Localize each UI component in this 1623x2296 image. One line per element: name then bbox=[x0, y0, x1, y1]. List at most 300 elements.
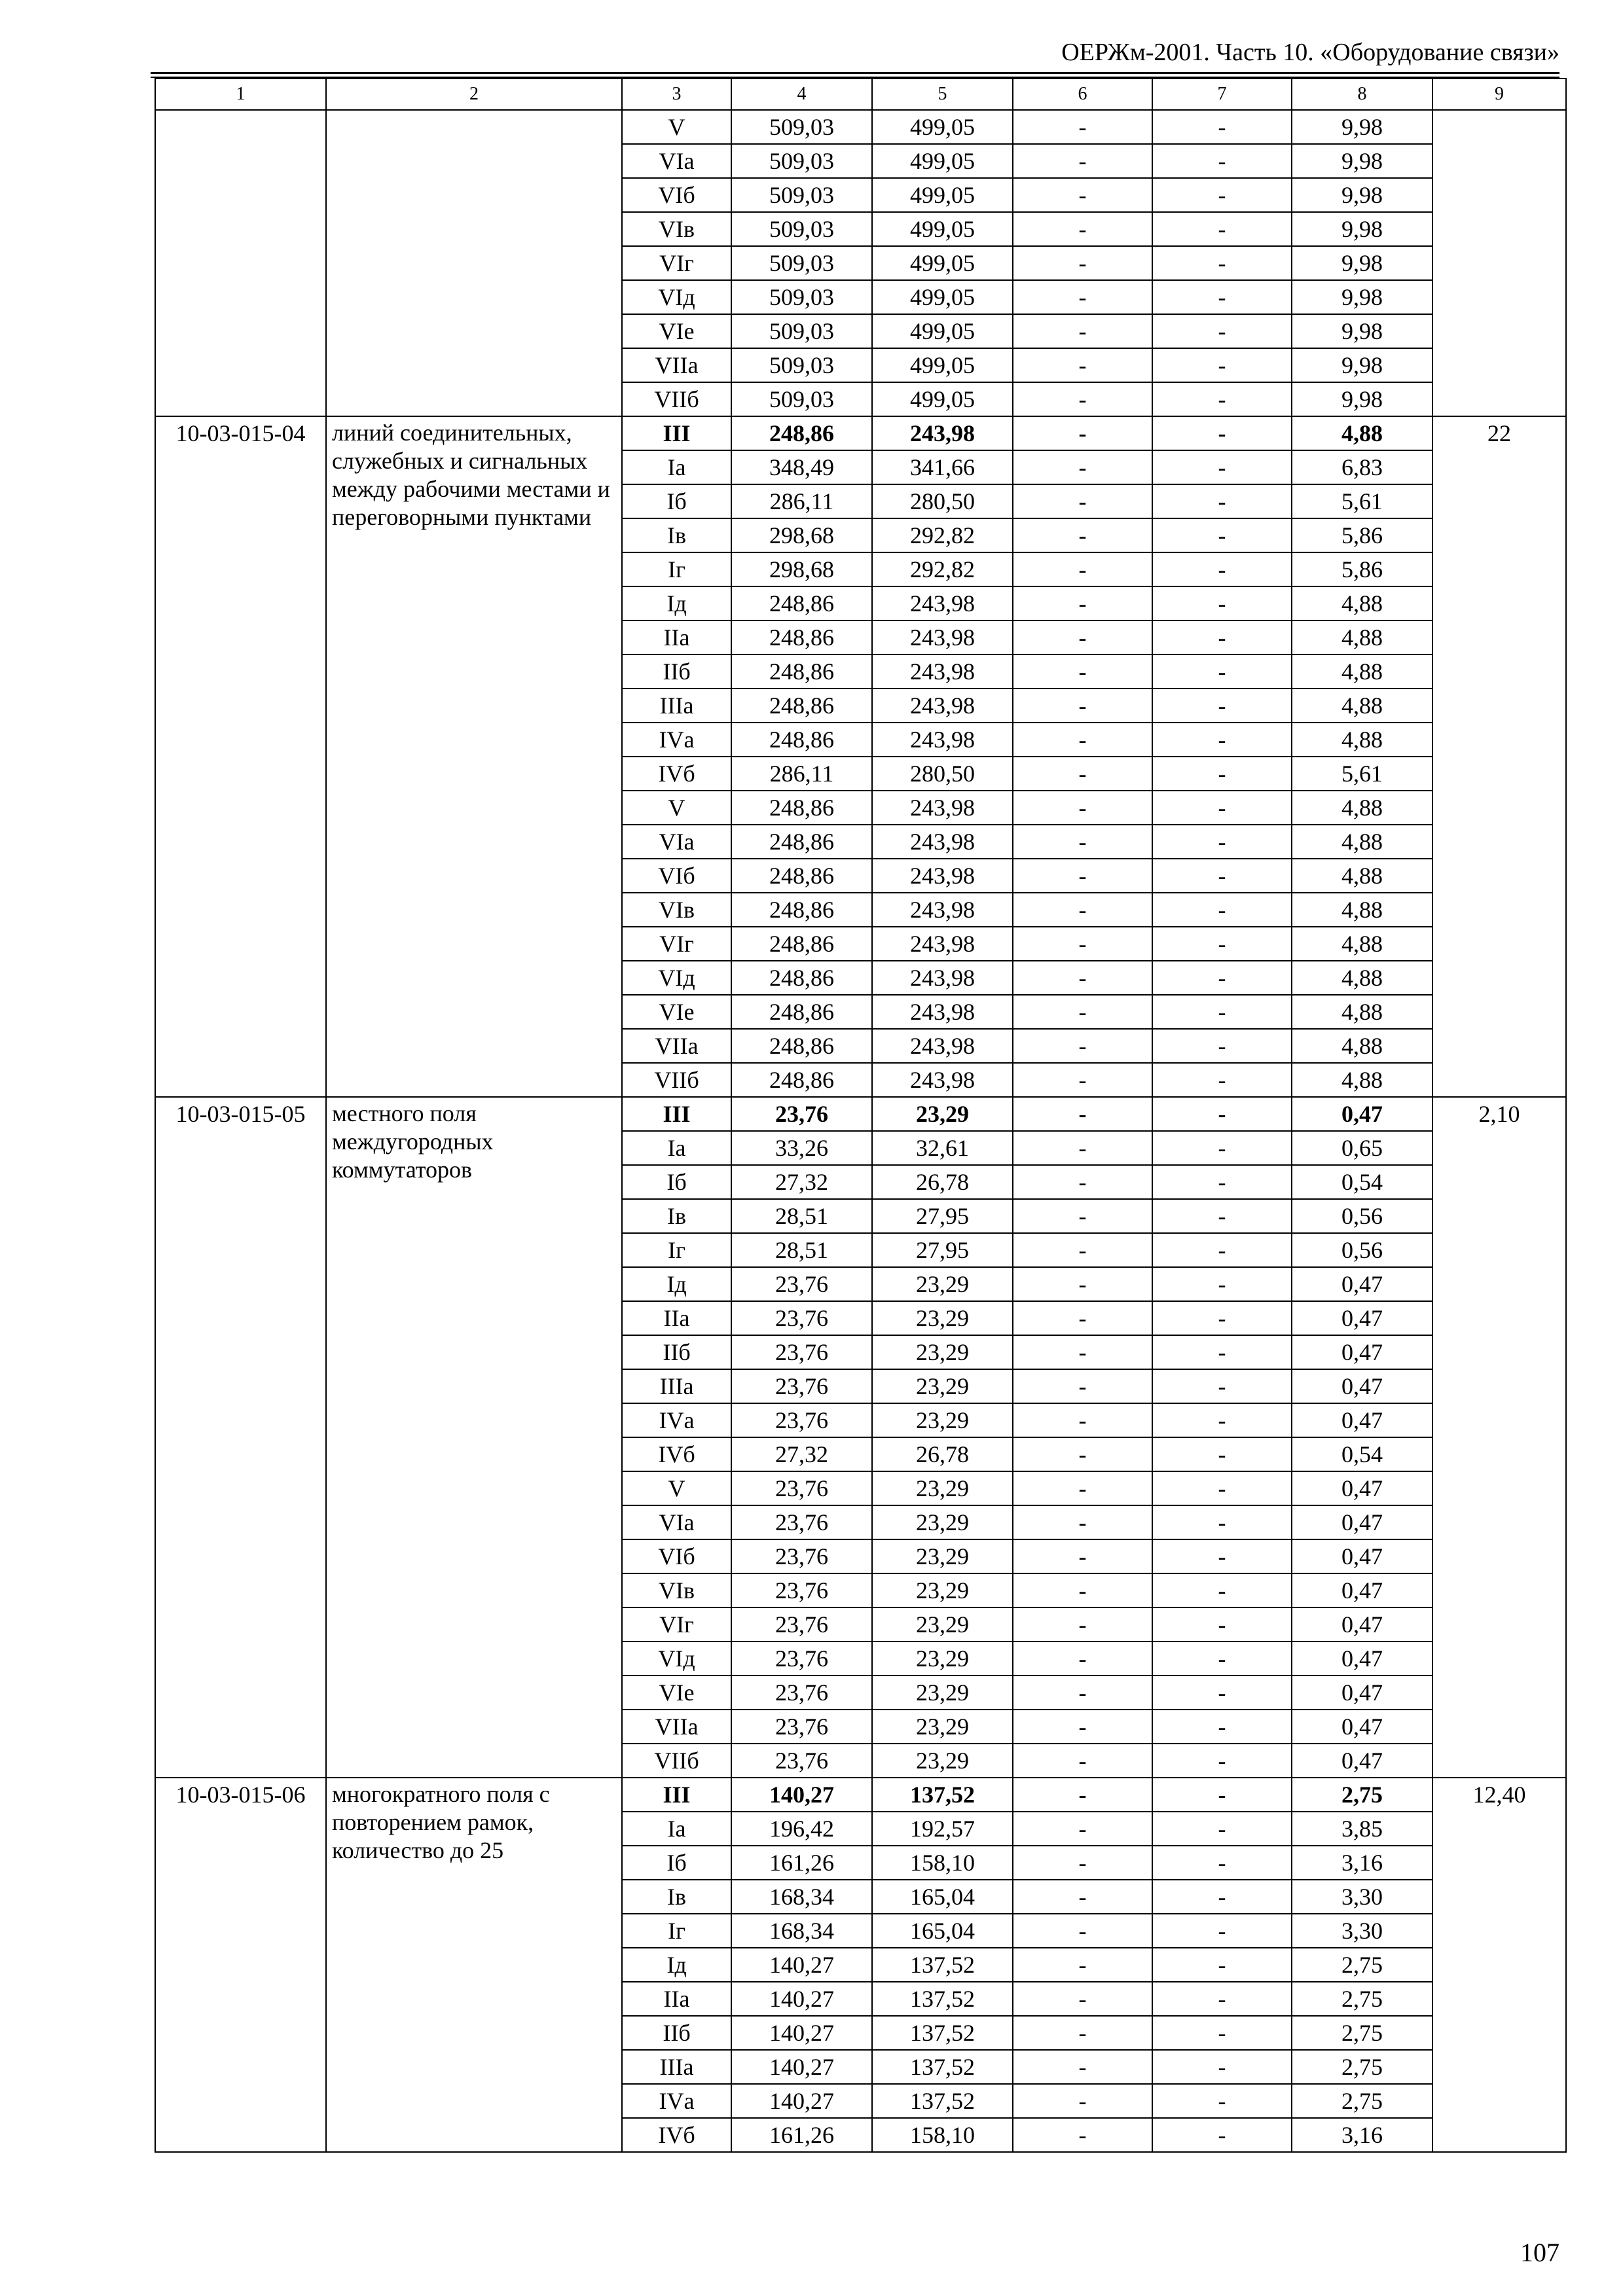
labor-cost-cell: 499,05 bbox=[872, 314, 1013, 348]
labor-cost-cell: 137,52 bbox=[872, 1948, 1013, 1982]
zone-cell: IVа bbox=[622, 723, 731, 757]
zone-cell: Iв bbox=[622, 518, 731, 552]
materials-cost-cell: 0,47 bbox=[1292, 1676, 1432, 1710]
machine-cost-cell: - bbox=[1013, 1029, 1152, 1063]
zone-cell: Iд bbox=[622, 586, 731, 620]
column-number-row bbox=[155, 79, 1566, 110]
zone-cell: Iа bbox=[622, 1131, 731, 1165]
total-cost-cell: 27,32 bbox=[731, 1437, 872, 1471]
materials-cost-cell: 0,56 bbox=[1292, 1199, 1432, 1233]
driver-wage-cell: - bbox=[1152, 859, 1292, 893]
labor-cost-cell: 23,29 bbox=[872, 1369, 1013, 1403]
labor-cost-cell: 243,98 bbox=[872, 995, 1013, 1029]
zone-cell: VIд bbox=[622, 280, 731, 314]
labor-cost-cell: 137,52 bbox=[872, 1778, 1013, 1812]
materials-cost-cell: 4,88 bbox=[1292, 859, 1432, 893]
materials-cost-cell: 4,88 bbox=[1292, 791, 1432, 825]
machine-cost-cell: - bbox=[1013, 1369, 1152, 1403]
labor-cost-cell: 27,95 bbox=[872, 1233, 1013, 1267]
labor-cost-cell: 243,98 bbox=[872, 1029, 1013, 1063]
driver-wage-cell: - bbox=[1152, 1982, 1292, 2016]
zone-cell: VIа bbox=[622, 1505, 731, 1539]
zone-cell: Iб bbox=[622, 1165, 731, 1199]
total-cost-cell: 248,86 bbox=[731, 961, 872, 995]
machine-cost-cell: - bbox=[1013, 1914, 1152, 1948]
total-cost-cell: 509,03 bbox=[731, 144, 872, 178]
labor-cost-cell: 499,05 bbox=[872, 246, 1013, 280]
labor-cost-cell: 158,10 bbox=[872, 1846, 1013, 1880]
driver-wage-cell: - bbox=[1152, 586, 1292, 620]
norms-table bbox=[155, 78, 1567, 2153]
materials-cost-cell: 2,75 bbox=[1292, 1778, 1432, 1812]
driver-wage-cell: - bbox=[1152, 1641, 1292, 1676]
machine-cost-cell: - bbox=[1013, 2084, 1152, 2118]
total-cost-cell: 509,03 bbox=[731, 178, 872, 212]
driver-wage-cell: - bbox=[1152, 1744, 1292, 1778]
total-cost-cell: 23,76 bbox=[731, 1573, 872, 1607]
zone-cell: VIв bbox=[622, 1573, 731, 1607]
machine-cost-cell: - bbox=[1013, 2118, 1152, 2152]
materials-cost-cell: 9,98 bbox=[1292, 212, 1432, 246]
rate-code-cell: 10-03-015-06 bbox=[155, 1778, 326, 2152]
driver-wage-cell: - bbox=[1152, 280, 1292, 314]
driver-wage-cell: - bbox=[1152, 1846, 1292, 1880]
machine-cost-cell: - bbox=[1013, 723, 1152, 757]
labor-cost-cell: 243,98 bbox=[872, 961, 1013, 995]
driver-wage-cell: - bbox=[1152, 995, 1292, 1029]
driver-wage-cell: - bbox=[1152, 1301, 1292, 1335]
machine-cost-cell: - bbox=[1013, 995, 1152, 1029]
labor-cost-cell: 165,04 bbox=[872, 1880, 1013, 1914]
zone-cell: III bbox=[622, 416, 731, 450]
zone-cell: IVа bbox=[622, 2084, 731, 2118]
machine-cost-cell: - bbox=[1013, 1607, 1152, 1641]
driver-wage-cell: - bbox=[1152, 1029, 1292, 1063]
total-cost-cell: 196,42 bbox=[731, 1812, 872, 1846]
driver-wage-cell: - bbox=[1152, 2118, 1292, 2152]
machine-cost-cell: - bbox=[1013, 655, 1152, 689]
materials-cost-cell: 2,75 bbox=[1292, 1948, 1432, 1982]
labor-cost-cell: 499,05 bbox=[872, 212, 1013, 246]
materials-cost-cell: 0,47 bbox=[1292, 1539, 1432, 1573]
rate-code-cell bbox=[155, 110, 326, 416]
labor-cost-cell: 137,52 bbox=[872, 2016, 1013, 2050]
total-cost-cell: 23,76 bbox=[731, 1301, 872, 1335]
labor-cost-cell: 243,98 bbox=[872, 791, 1013, 825]
total-cost-cell: 509,03 bbox=[731, 212, 872, 246]
labor-cost-cell: 499,05 bbox=[872, 348, 1013, 382]
materials-cost-cell: 9,98 bbox=[1292, 246, 1432, 280]
total-cost-cell: 248,86 bbox=[731, 791, 872, 825]
total-cost-cell: 509,03 bbox=[731, 246, 872, 280]
total-cost-cell: 248,86 bbox=[731, 825, 872, 859]
column-number: 1 bbox=[155, 79, 326, 110]
machine-cost-cell: - bbox=[1013, 1165, 1152, 1199]
zone-cell: IIIа bbox=[622, 689, 731, 723]
machine-cost-cell: - bbox=[1013, 1301, 1152, 1335]
labor-cost-cell: 23,29 bbox=[872, 1744, 1013, 1778]
materials-cost-cell: 4,88 bbox=[1292, 995, 1432, 1029]
zone-cell: VIIа bbox=[622, 348, 731, 382]
zone-cell: VIIб bbox=[622, 1063, 731, 1097]
machine-cost-cell: - bbox=[1013, 1063, 1152, 1097]
zone-cell: III bbox=[622, 1778, 731, 1812]
machine-cost-cell: - bbox=[1013, 484, 1152, 518]
labor-cost-cell: 243,98 bbox=[872, 416, 1013, 450]
zone-cell: V bbox=[622, 110, 731, 144]
labor-cost-cell: 243,98 bbox=[872, 689, 1013, 723]
total-cost-cell: 140,27 bbox=[731, 2084, 872, 2118]
driver-wage-cell: - bbox=[1152, 1948, 1292, 1982]
machine-cost-cell: - bbox=[1013, 1097, 1152, 1131]
zone-cell: IIа bbox=[622, 1982, 731, 2016]
zone-cell: VIIа bbox=[622, 1029, 731, 1063]
machine-cost-cell: - bbox=[1013, 1233, 1152, 1267]
driver-wage-cell: - bbox=[1152, 1539, 1292, 1573]
column-number: 8 bbox=[1292, 79, 1432, 110]
labor-cost-cell: 192,57 bbox=[872, 1812, 1013, 1846]
total-cost-cell: 23,76 bbox=[731, 1539, 872, 1573]
materials-cost-cell: 4,88 bbox=[1292, 689, 1432, 723]
materials-cost-cell: 6,83 bbox=[1292, 450, 1432, 484]
zone-cell: III bbox=[622, 1097, 731, 1131]
driver-wage-cell: - bbox=[1152, 416, 1292, 450]
total-cost-cell: 23,76 bbox=[731, 1471, 872, 1505]
zone-cell: VIв bbox=[622, 893, 731, 927]
machine-cost-cell: - bbox=[1013, 689, 1152, 723]
machine-cost-cell: - bbox=[1013, 1437, 1152, 1471]
materials-cost-cell: 9,98 bbox=[1292, 178, 1432, 212]
zone-cell: IVб bbox=[622, 757, 731, 791]
materials-cost-cell: 0,47 bbox=[1292, 1505, 1432, 1539]
materials-cost-cell: 4,88 bbox=[1292, 586, 1432, 620]
driver-wage-cell: - bbox=[1152, 110, 1292, 144]
zone-cell: IVб bbox=[622, 2118, 731, 2152]
machine-cost-cell: - bbox=[1013, 1812, 1152, 1846]
machine-cost-cell: - bbox=[1013, 1676, 1152, 1710]
driver-wage-cell: - bbox=[1152, 314, 1292, 348]
labor-cost-cell: 27,95 bbox=[872, 1199, 1013, 1233]
total-cost-cell: 28,51 bbox=[731, 1233, 872, 1267]
driver-wage-cell: - bbox=[1152, 893, 1292, 927]
description-cell: местного поля междугородных коммутаторов bbox=[326, 1097, 622, 1778]
machine-cost-cell: - bbox=[1013, 144, 1152, 178]
driver-wage-cell: - bbox=[1152, 1676, 1292, 1710]
zone-cell: IIа bbox=[622, 620, 731, 655]
column-number: 7 bbox=[1152, 79, 1292, 110]
labor-cost-cell: 26,78 bbox=[872, 1437, 1013, 1471]
machine-cost-cell: - bbox=[1013, 2016, 1152, 2050]
driver-wage-cell: - bbox=[1152, 2016, 1292, 2050]
driver-wage-cell: - bbox=[1152, 1505, 1292, 1539]
labor-hours-cell bbox=[1432, 110, 1566, 416]
materials-cost-cell: 4,88 bbox=[1292, 961, 1432, 995]
labor-cost-cell: 23,29 bbox=[872, 1641, 1013, 1676]
machine-cost-cell: - bbox=[1013, 1880, 1152, 1914]
zone-cell: IIIа bbox=[622, 1369, 731, 1403]
machine-cost-cell: - bbox=[1013, 1199, 1152, 1233]
total-cost-cell: 161,26 bbox=[731, 1846, 872, 1880]
zone-cell: IVб bbox=[622, 1437, 731, 1471]
machine-cost-cell: - bbox=[1013, 314, 1152, 348]
zone-cell: V bbox=[622, 791, 731, 825]
driver-wage-cell: - bbox=[1152, 723, 1292, 757]
machine-cost-cell: - bbox=[1013, 1505, 1152, 1539]
machine-cost-cell: - bbox=[1013, 2050, 1152, 2084]
labor-hours-cell: 12,40 bbox=[1432, 1778, 1566, 2152]
materials-cost-cell: 0,47 bbox=[1292, 1471, 1432, 1505]
zone-cell: Iг bbox=[622, 1914, 731, 1948]
machine-cost-cell: - bbox=[1013, 961, 1152, 995]
total-cost-cell: 248,86 bbox=[731, 927, 872, 961]
total-cost-cell: 509,03 bbox=[731, 348, 872, 382]
machine-cost-cell: - bbox=[1013, 1948, 1152, 1982]
materials-cost-cell: 2,75 bbox=[1292, 2016, 1432, 2050]
zone-cell: VIIб bbox=[622, 1744, 731, 1778]
labor-cost-cell: 26,78 bbox=[872, 1165, 1013, 1199]
materials-cost-cell: 5,61 bbox=[1292, 484, 1432, 518]
total-cost-cell: 168,34 bbox=[731, 1880, 872, 1914]
column-number: 2 bbox=[326, 79, 622, 110]
total-cost-cell: 23,76 bbox=[731, 1403, 872, 1437]
zone-cell: VIе bbox=[622, 1676, 731, 1710]
zone-cell: VIб bbox=[622, 178, 731, 212]
table-row bbox=[155, 1778, 1566, 1812]
labor-cost-cell: 341,66 bbox=[872, 450, 1013, 484]
materials-cost-cell: 4,88 bbox=[1292, 893, 1432, 927]
driver-wage-cell: - bbox=[1152, 1233, 1292, 1267]
materials-cost-cell: 0,47 bbox=[1292, 1335, 1432, 1369]
materials-cost-cell: 0,47 bbox=[1292, 1267, 1432, 1301]
driver-wage-cell: - bbox=[1152, 1097, 1292, 1131]
labor-hours-cell: 22 bbox=[1432, 416, 1566, 1097]
driver-wage-cell: - bbox=[1152, 552, 1292, 586]
rate-code-cell: 10-03-015-04 bbox=[155, 416, 326, 1097]
labor-cost-cell: 23,29 bbox=[872, 1097, 1013, 1131]
total-cost-cell: 248,86 bbox=[731, 859, 872, 893]
zone-cell: VIд bbox=[622, 961, 731, 995]
total-cost-cell: 286,11 bbox=[731, 484, 872, 518]
driver-wage-cell: - bbox=[1152, 689, 1292, 723]
total-cost-cell: 509,03 bbox=[731, 110, 872, 144]
driver-wage-cell: - bbox=[1152, 246, 1292, 280]
machine-cost-cell: - bbox=[1013, 1846, 1152, 1880]
driver-wage-cell: - bbox=[1152, 1812, 1292, 1846]
total-cost-cell: 27,32 bbox=[731, 1165, 872, 1199]
machine-cost-cell: - bbox=[1013, 1641, 1152, 1676]
materials-cost-cell: 0,47 bbox=[1292, 1744, 1432, 1778]
labor-cost-cell: 23,29 bbox=[872, 1301, 1013, 1335]
page-number: 107 bbox=[1520, 2238, 1559, 2267]
header-rule bbox=[151, 72, 1559, 74]
materials-cost-cell: 5,86 bbox=[1292, 518, 1432, 552]
driver-wage-cell: - bbox=[1152, 484, 1292, 518]
table-row bbox=[155, 1097, 1566, 1131]
machine-cost-cell: - bbox=[1013, 1982, 1152, 2016]
machine-cost-cell: - bbox=[1013, 825, 1152, 859]
labor-cost-cell: 499,05 bbox=[872, 110, 1013, 144]
driver-wage-cell: - bbox=[1152, 1607, 1292, 1641]
labor-cost-cell: 243,98 bbox=[872, 927, 1013, 961]
materials-cost-cell: 0,47 bbox=[1292, 1403, 1432, 1437]
labor-cost-cell: 23,29 bbox=[872, 1607, 1013, 1641]
total-cost-cell: 248,86 bbox=[731, 1063, 872, 1097]
labor-cost-cell: 23,29 bbox=[872, 1539, 1013, 1573]
zone-cell: Iв bbox=[622, 1199, 731, 1233]
materials-cost-cell: 5,86 bbox=[1292, 552, 1432, 586]
zone-cell: VIе bbox=[622, 995, 731, 1029]
machine-cost-cell: - bbox=[1013, 1744, 1152, 1778]
driver-wage-cell: - bbox=[1152, 1165, 1292, 1199]
total-cost-cell: 23,76 bbox=[731, 1676, 872, 1710]
labor-cost-cell: 23,29 bbox=[872, 1267, 1013, 1301]
labor-hours-cell: 2,10 bbox=[1432, 1097, 1566, 1778]
materials-cost-cell: 0,56 bbox=[1292, 1233, 1432, 1267]
total-cost-cell: 23,76 bbox=[731, 1335, 872, 1369]
driver-wage-cell: - bbox=[1152, 2050, 1292, 2084]
total-cost-cell: 168,34 bbox=[731, 1914, 872, 1948]
labor-cost-cell: 499,05 bbox=[872, 280, 1013, 314]
zone-cell: VIг bbox=[622, 1607, 731, 1641]
labor-cost-cell: 23,29 bbox=[872, 1471, 1013, 1505]
total-cost-cell: 23,76 bbox=[731, 1710, 872, 1744]
materials-cost-cell: 0,47 bbox=[1292, 1301, 1432, 1335]
labor-cost-cell: 243,98 bbox=[872, 825, 1013, 859]
zone-cell: Iб bbox=[622, 484, 731, 518]
total-cost-cell: 248,86 bbox=[731, 620, 872, 655]
total-cost-cell: 298,68 bbox=[731, 518, 872, 552]
machine-cost-cell: - bbox=[1013, 1710, 1152, 1744]
labor-cost-cell: 23,29 bbox=[872, 1505, 1013, 1539]
total-cost-cell: 23,76 bbox=[731, 1641, 872, 1676]
materials-cost-cell: 2,75 bbox=[1292, 2050, 1432, 2084]
materials-cost-cell: 4,88 bbox=[1292, 825, 1432, 859]
total-cost-cell: 140,27 bbox=[731, 2016, 872, 2050]
materials-cost-cell: 0,54 bbox=[1292, 1165, 1432, 1199]
total-cost-cell: 248,86 bbox=[731, 655, 872, 689]
labor-cost-cell: 499,05 bbox=[872, 178, 1013, 212]
rate-code-cell: 10-03-015-05 bbox=[155, 1097, 326, 1778]
column-number: 6 bbox=[1013, 79, 1152, 110]
driver-wage-cell: - bbox=[1152, 382, 1292, 416]
materials-cost-cell: 4,88 bbox=[1292, 723, 1432, 757]
materials-cost-cell: 0,54 bbox=[1292, 1437, 1432, 1471]
labor-cost-cell: 23,29 bbox=[872, 1573, 1013, 1607]
materials-cost-cell: 9,98 bbox=[1292, 110, 1432, 144]
machine-cost-cell: - bbox=[1013, 927, 1152, 961]
zone-cell: Iв bbox=[622, 1880, 731, 1914]
driver-wage-cell: - bbox=[1152, 1880, 1292, 1914]
machine-cost-cell: - bbox=[1013, 586, 1152, 620]
materials-cost-cell: 2,75 bbox=[1292, 1982, 1432, 2016]
driver-wage-cell: - bbox=[1152, 825, 1292, 859]
machine-cost-cell: - bbox=[1013, 859, 1152, 893]
machine-cost-cell: - bbox=[1013, 1471, 1152, 1505]
labor-cost-cell: 292,82 bbox=[872, 552, 1013, 586]
total-cost-cell: 23,76 bbox=[731, 1097, 872, 1131]
labor-cost-cell: 499,05 bbox=[872, 382, 1013, 416]
total-cost-cell: 23,76 bbox=[731, 1267, 872, 1301]
labor-cost-cell: 243,98 bbox=[872, 723, 1013, 757]
materials-cost-cell: 4,88 bbox=[1292, 416, 1432, 450]
zone-cell: VIг bbox=[622, 927, 731, 961]
materials-cost-cell: 5,61 bbox=[1292, 757, 1432, 791]
total-cost-cell: 33,26 bbox=[731, 1131, 872, 1165]
materials-cost-cell: 9,98 bbox=[1292, 144, 1432, 178]
materials-cost-cell: 4,88 bbox=[1292, 1063, 1432, 1097]
total-cost-cell: 509,03 bbox=[731, 314, 872, 348]
driver-wage-cell: - bbox=[1152, 450, 1292, 484]
materials-cost-cell: 4,88 bbox=[1292, 620, 1432, 655]
total-cost-cell: 140,27 bbox=[731, 1982, 872, 2016]
zone-cell: IIIа bbox=[622, 2050, 731, 2084]
norms-table-body bbox=[155, 110, 1566, 2152]
driver-wage-cell: - bbox=[1152, 1573, 1292, 1607]
labor-cost-cell: 23,29 bbox=[872, 1676, 1013, 1710]
driver-wage-cell: - bbox=[1152, 1199, 1292, 1233]
machine-cost-cell: - bbox=[1013, 757, 1152, 791]
materials-cost-cell: 3,16 bbox=[1292, 1846, 1432, 1880]
driver-wage-cell: - bbox=[1152, 1778, 1292, 1812]
column-number: 3 bbox=[622, 79, 731, 110]
labor-cost-cell: 280,50 bbox=[872, 484, 1013, 518]
zone-cell: VIа bbox=[622, 144, 731, 178]
labor-cost-cell: 243,98 bbox=[872, 1063, 1013, 1097]
machine-cost-cell: - bbox=[1013, 1778, 1152, 1812]
total-cost-cell: 248,86 bbox=[731, 893, 872, 927]
zone-cell: VIг bbox=[622, 246, 731, 280]
zone-cell: VIб bbox=[622, 859, 731, 893]
driver-wage-cell: - bbox=[1152, 1403, 1292, 1437]
labor-cost-cell: 243,98 bbox=[872, 620, 1013, 655]
materials-cost-cell: 4,88 bbox=[1292, 655, 1432, 689]
machine-cost-cell: - bbox=[1013, 1573, 1152, 1607]
column-number: 5 bbox=[872, 79, 1013, 110]
zone-cell: Iг bbox=[622, 1233, 731, 1267]
materials-cost-cell: 2,75 bbox=[1292, 2084, 1432, 2118]
total-cost-cell: 298,68 bbox=[731, 552, 872, 586]
column-number: 9 bbox=[1432, 79, 1566, 110]
driver-wage-cell: - bbox=[1152, 1710, 1292, 1744]
zone-cell: IIа bbox=[622, 1301, 731, 1335]
driver-wage-cell: - bbox=[1152, 1131, 1292, 1165]
total-cost-cell: 140,27 bbox=[731, 1948, 872, 1982]
materials-cost-cell: 0,47 bbox=[1292, 1097, 1432, 1131]
labor-cost-cell: 243,98 bbox=[872, 586, 1013, 620]
driver-wage-cell: - bbox=[1152, 1267, 1292, 1301]
driver-wage-cell: - bbox=[1152, 620, 1292, 655]
materials-cost-cell: 9,98 bbox=[1292, 280, 1432, 314]
materials-cost-cell: 9,98 bbox=[1292, 314, 1432, 348]
zone-cell: VIIб bbox=[622, 382, 731, 416]
machine-cost-cell: - bbox=[1013, 893, 1152, 927]
machine-cost-cell: - bbox=[1013, 212, 1152, 246]
labor-cost-cell: 137,52 bbox=[872, 1982, 1013, 2016]
zone-cell: VIб bbox=[622, 1539, 731, 1573]
zone-cell: VIе bbox=[622, 314, 731, 348]
zone-cell: IVа bbox=[622, 1403, 731, 1437]
zone-cell: IIб bbox=[622, 1335, 731, 1369]
labor-cost-cell: 137,52 bbox=[872, 2084, 1013, 2118]
labor-cost-cell: 158,10 bbox=[872, 2118, 1013, 2152]
zone-cell: Iд bbox=[622, 1948, 731, 1982]
total-cost-cell: 248,86 bbox=[731, 723, 872, 757]
machine-cost-cell: - bbox=[1013, 1539, 1152, 1573]
labor-cost-cell: 23,29 bbox=[872, 1335, 1013, 1369]
labor-cost-cell: 165,04 bbox=[872, 1914, 1013, 1948]
machine-cost-cell: - bbox=[1013, 1403, 1152, 1437]
total-cost-cell: 23,76 bbox=[731, 1744, 872, 1778]
